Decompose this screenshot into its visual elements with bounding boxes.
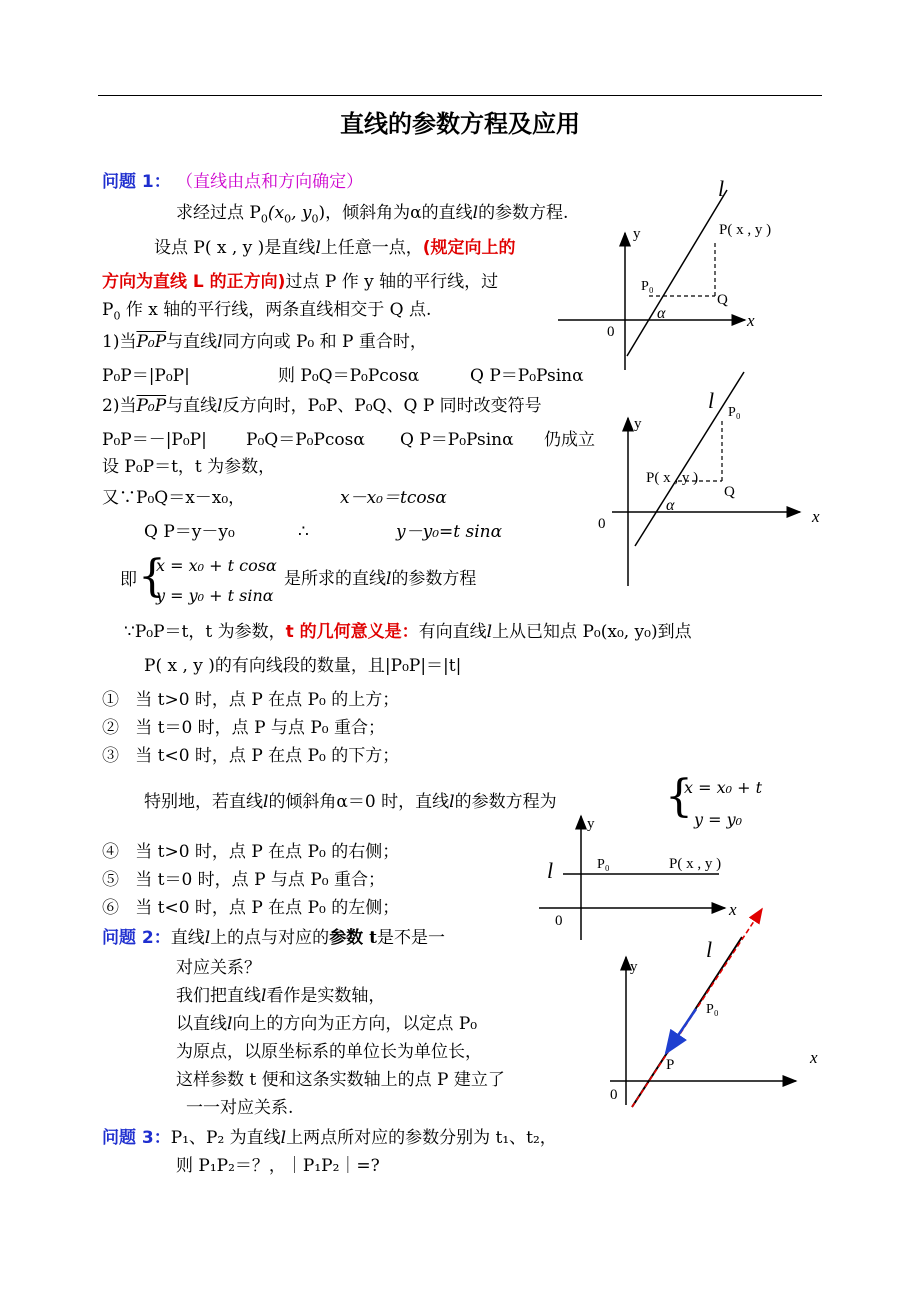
text: 2)当 [102,396,137,416]
label-l: l [547,858,554,883]
figure-2 [590,370,830,590]
label-alpha: α [666,497,675,514]
text: 与直线 [166,396,218,416]
system-eq2: y = y₀ + t sinα [156,586,274,605]
case1-eq2: 则 P₀Q＝P₀Pcosα [278,366,420,386]
q2-line6: 这样参数 t 便和这条实数轴上的点 P 建立了 [176,1070,505,1090]
q1-set3: $P_0$ 作 x 轴的平行线，两条直线相交于 Q 点. [102,300,432,323]
label-p: P [666,1057,675,1073]
case2-eq4: 仍成立 [544,430,595,450]
case-row [102,746,399,766]
case2-eq1: P₀P＝－|P₀P| [102,430,207,450]
num: ② [102,718,119,738]
q1-set [154,238,516,258]
text: l [204,928,211,948]
special-eq2: y = y₀ [694,810,743,829]
q2-line5: 为原点，以原坐标系的单位长为单位长， [176,1042,482,1062]
text: 的参数方程 [391,569,477,589]
text: l [280,1128,287,1148]
label-p0: P₀ [706,1002,719,1017]
label-x: x [747,311,755,330]
text: l [217,396,223,416]
q1-set2 [102,272,498,292]
text: l [217,332,223,352]
text: , y [291,203,312,223]
figure-4 [600,905,840,1115]
text: 当 t>0 时，点 P 在点 P₀ 的右侧； [135,842,400,862]
label-x: x [729,900,737,919]
label-q: Q [717,292,728,308]
page-title: 直线的参数方程及应用 [340,110,580,138]
label-p0: P₀ [728,405,741,420]
case-row [102,898,399,918]
geo-line [124,622,692,642]
text: 当 t＝0 时，点 P 与点 P₀ 重合； [135,718,385,738]
label-alpha: α [657,305,666,322]
label-y: y [587,816,595,832]
label-p: P( x , y ) [719,222,772,238]
q3-label: 问题 3： [102,1128,171,1148]
text: 以直线 [176,1014,227,1034]
case1-line [102,332,427,352]
label-x: x [812,507,820,526]
geo-line2: P( x , y )的有向线段的数量，且|P₀P|＝|t| [144,656,462,676]
also-a: 又∵P₀Q＝x－x₀， [102,488,246,508]
label-p: P( x , y ) [669,856,722,872]
q3-line2: 则 P₁P₂＝？，｜P₁P₂｜=? [176,1156,380,1176]
text: l [449,792,455,812]
q1-heading [102,172,363,192]
text: )，倾斜角为α的直线 [318,203,473,223]
label-origin: 0 [607,324,615,340]
case-row [102,842,399,862]
label-y: y [633,226,641,242]
label-p0: P₀ [641,279,654,294]
label-l: l [708,388,715,413]
text: 的倾斜角α＝0 时，直线 [268,792,450,812]
text: 与直线 [166,332,218,352]
case2-line [102,396,542,416]
label-origin: 0 [598,516,606,532]
label-q: Q [724,484,735,500]
q2-line2: 对应关系？ [176,958,261,978]
q2-label: 问题 2： [102,928,171,948]
text: 当 t＝0 时，点 P 与点 P₀ 重合； [135,870,385,890]
text: P [102,300,114,320]
text: ∵P₀P＝t，t 为参数， [124,622,286,642]
vector: P₀P [136,332,167,352]
text: 的参数方程. [478,203,569,223]
ji: 即 [120,570,137,590]
case-row [102,690,399,710]
label-p0: P₀ [597,857,610,872]
text: P₁、P₂ 为直线 [170,1128,281,1148]
q1-label: 问题 1： [102,172,171,192]
q1-topic: （直线由点和方向确定） [176,172,364,192]
text: 1)当 [102,332,137,352]
text: l [261,986,267,1006]
text: 是不是一 [376,928,445,948]
text: 参数 t [329,928,377,948]
text: 特别地，若直线 [144,792,263,812]
q2-line7: 一一对应关系. [186,1098,294,1118]
q2-line4 [176,1014,477,1034]
label-origin: 0 [610,1087,618,1103]
text: l [472,203,479,223]
qp-a: Q P＝y－y₀ [144,522,235,542]
special-eq1: x = x₀ + t [684,778,763,797]
text: 上任意一点， [320,238,423,258]
text: 上从已知点 P₀(x₀, y₀)到点 [492,622,692,642]
figure-1 [555,178,785,378]
system-brace: { [138,551,166,602]
text: 反方向时，P₀P、P₀Q、Q P 同时改变符号 [222,396,542,416]
text: 向上的方向为正方向，以定点 P₀ [232,1014,478,1034]
text: 上两点所对应的参数分别为 t₁、t₂， [286,1128,557,1148]
vector: P₀P [136,396,167,416]
line-l [635,372,744,546]
text: (x [267,203,285,223]
text: l [315,238,321,258]
num: ⑥ [102,898,119,918]
text: 当 t<0 时，点 P 在点 P₀ 的下方； [135,746,400,766]
num: ③ [102,746,119,766]
text: l [386,569,392,589]
emphasis: t 的几何意义是： [285,622,419,642]
num: ④ [102,842,119,862]
special-brace: { [665,771,693,822]
label-origin: 0 [555,913,563,929]
text: 作 x 轴的平行线，两条直线相交于 Q 点. [125,300,432,320]
system-eq1: x = x₀ + t cosα [156,556,277,575]
num: ⑤ [102,870,119,890]
header-rule [98,95,822,96]
system-tail [284,569,476,589]
qp-b: y－y₀=t sinα [396,522,503,542]
label-y: y [630,959,638,975]
text: 的参数方程为 [454,792,557,812]
num: ① [102,690,119,710]
label-l: l [718,178,725,201]
q2-line3 [176,986,385,1006]
text: 上的点与对应的 [210,928,330,948]
q1-ask: 求经过点 $P_0(x_0$, $y_0$)，倾斜角为α的直线l的参数方程. [176,203,569,226]
therefore: ∴ [298,522,309,542]
text: l [227,1014,233,1034]
text: P₀P＝|P₀P| [102,366,190,386]
case-row [102,870,385,890]
text: l [486,622,493,642]
text: l [263,792,269,812]
text: 同方向或 P₀ 和 P 重合时， [222,332,427,352]
case1-eq3: Q P＝P₀Psinα [470,366,584,386]
emphasis: (规定向上的 [422,238,516,258]
case2-eq2: P₀Q＝P₀Pcosα [246,430,365,450]
text: 设点 P( x , y )是直线 [154,238,316,258]
text: 当 t<0 时，点 P 在点 P₀ 的左侧； [135,898,400,918]
case1-eq [102,366,190,386]
line-l [627,190,727,356]
vector-p0-p [666,1009,696,1053]
text: 求经过点 P [176,203,261,223]
text: 直线 [170,928,205,948]
param-line: 设 P₀P＝t，t 为参数， [102,457,276,477]
label-p: P( x , y ) [646,470,699,486]
text: 看作是实数轴， [266,986,386,1006]
text: 我们把直线 [176,986,261,1006]
special-line [144,792,557,812]
text: 是所求的直线 [284,569,386,589]
text: 过点 P 作 y 轴的平行线，过 [285,272,499,292]
label-y: y [634,416,642,432]
also-b: x－x₀＝tcosα [340,488,447,508]
text: 有向直线 [418,622,487,642]
label-x: x [810,1048,818,1067]
emphasis: 方向为直线 L 的正方向) [102,272,286,292]
case-row [102,718,385,738]
q2-heading [102,928,445,948]
case2-eq3: Q P＝P₀Psinα [400,430,514,450]
label-l: l [706,937,713,962]
text: 当 t>0 时，点 P 在点 P₀ 的上方； [135,690,400,710]
q3-heading [102,1128,557,1148]
